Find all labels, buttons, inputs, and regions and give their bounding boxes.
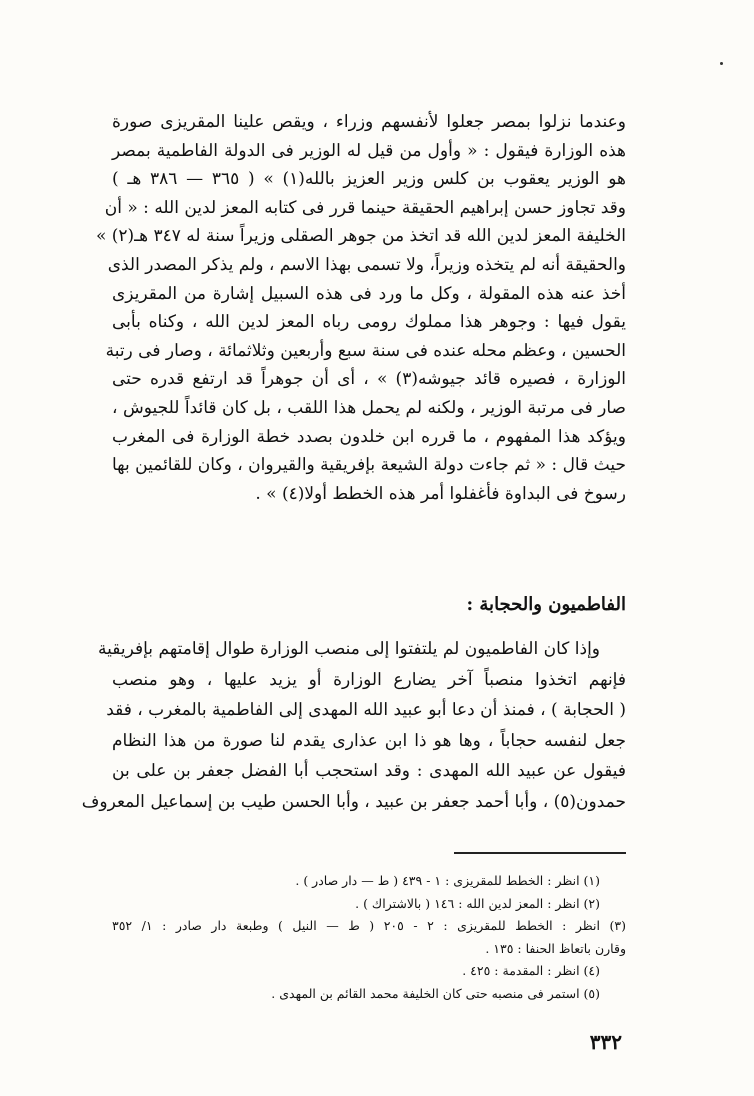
body-paragraph (95, 108, 626, 508)
body-line-2: هذه الوزارة فيقول : « وأول من قيل له الوزير فى الدولة الفاطمية بمصر (112, 140, 626, 161)
body-line-14: رسوخ فى البداوة فأغفلوا أمر هذه الخطط أولا(٤) » . (255, 483, 626, 504)
body-line-9: الحسين ، وعظم محله عنده فى سنة سبع وأربعين وثلاثمائة ، وصار فى رتبة (105, 340, 626, 361)
section-heading: الفاطميون والحجابة : (466, 594, 626, 615)
footnote-2: (٢) انظر : المعز لدين الله : ١٤٦ ( بالاشتراك ) . (355, 895, 600, 911)
body-line-7: أخذ عنه هذه المقولة ، وكل ما ورد فى هذه السبيل إشارة من المقريزى (112, 283, 626, 304)
footnote-3-continued: وقارن باتعاظ الحنفا : ١٣٥ . (485, 940, 626, 956)
page-number: ٣٣٢ (589, 1030, 622, 1054)
section-line-2: فإنهم اتخذوا منصباً آخر يضارع الوزارة أو يزيد عليها ، وهو منصب (112, 669, 626, 690)
body-line-8: يقول فيها : وجوهر هذا مملوك رومى رباه المعز لدين الله ، وكناه بأبى (112, 312, 626, 333)
section-line-3: ( الحجابة ) ، فمنذ أن دعا أبو عبيد الله المهدى إلى الفاطمية بالمغرب ، فقد (106, 700, 626, 720)
footnote-divider (454, 852, 626, 854)
section-line-4: جعل لنفسه حجاباً ، وها هو ذا ابن عذارى يقدم لنا صورة من هذا النظام (112, 730, 626, 751)
body-line-3: هو الوزير يعقوب بن كلس وزير العزيز بالله(١) » ( ٣٦٥ — ٣٨٦ هـ ) (112, 169, 626, 190)
body-line-10: الوزارة ، فصيره قائد جيوشه(٣) » ، أى أن جوهراً قد ارتفع قدره حتى (112, 369, 626, 390)
footnotes (112, 870, 626, 1006)
footnote-1: (١) انظر : الخطط للمقريزى : ١ - ٤٣٩ ( ط — دار صادر ) . (295, 873, 600, 888)
body-line-6: والحقيقة أنه لم يتخذه وزيراً، ولا تسمى بهذا الاسم ، ولم يذكر المصدر الذى (107, 254, 626, 275)
section-line-1: وإذا كان الفاطميون لم يلتفتوا إلى منصب الوزارة طوال إقامتهم بإفريقية (98, 639, 600, 659)
body-line-4: وقد تجاوز حسن إبراهيم الحقيقة حينما قرر فى كتابه المعز لدين الله : « أن (104, 197, 626, 218)
body-line-11: صار فى مرتبة الوزير ، ولكنه لم يحمل هذا اللقب ، بل كان قائداً للجيوش ، (112, 397, 626, 418)
footnote-4: (٤) انظر : المقدمة : ٤٢٥ . (462, 963, 600, 979)
section-line-5: فيقول عن عبيد الله المهدى : وقد استحجب أبا الفضل جعفر بن على بن (112, 761, 626, 781)
body-line-5: الخليفة المعز لدين الله قد اتخذ من جوهر الصقلى وزيراً سنة له ٣٤٧ هـ(٢) » (95, 226, 626, 247)
body-line-12: ويؤكد هذا المفهوم ، ما قرره ابن خلدون بصدد خطة الوزارة فى المغرب (112, 426, 626, 447)
body-line-1: وعندما نزلوا بمصر جعلوا لأنفسهم وزراء ، ويقص علينا المقريزى صورة (112, 112, 626, 132)
section-paragraph (81, 634, 626, 817)
ink-speck (720, 62, 723, 65)
section-line-6: حمدون(٥) ، وأبا أحمد جعفر بن عبيد ، وأبا الحسن طيب بن إسماعيل المعروف (81, 791, 626, 812)
footnote-5: (٥) استمر فى منصبه حتى كان الخليفة محمد القائم بن المهدى . (271, 985, 600, 1001)
body-line-13: حيث قال : « ثم جاءت دولة الشيعة بإفريقية والقيروان ، وكان للقائمين بها (112, 455, 626, 476)
footnote-3: (٣) انظر : الخطط للمقريزى : ٢ - ٢٠٥ ( ط — النيل ) وطبعة دار صادر : ١/ ٣٥٢ (112, 918, 626, 934)
